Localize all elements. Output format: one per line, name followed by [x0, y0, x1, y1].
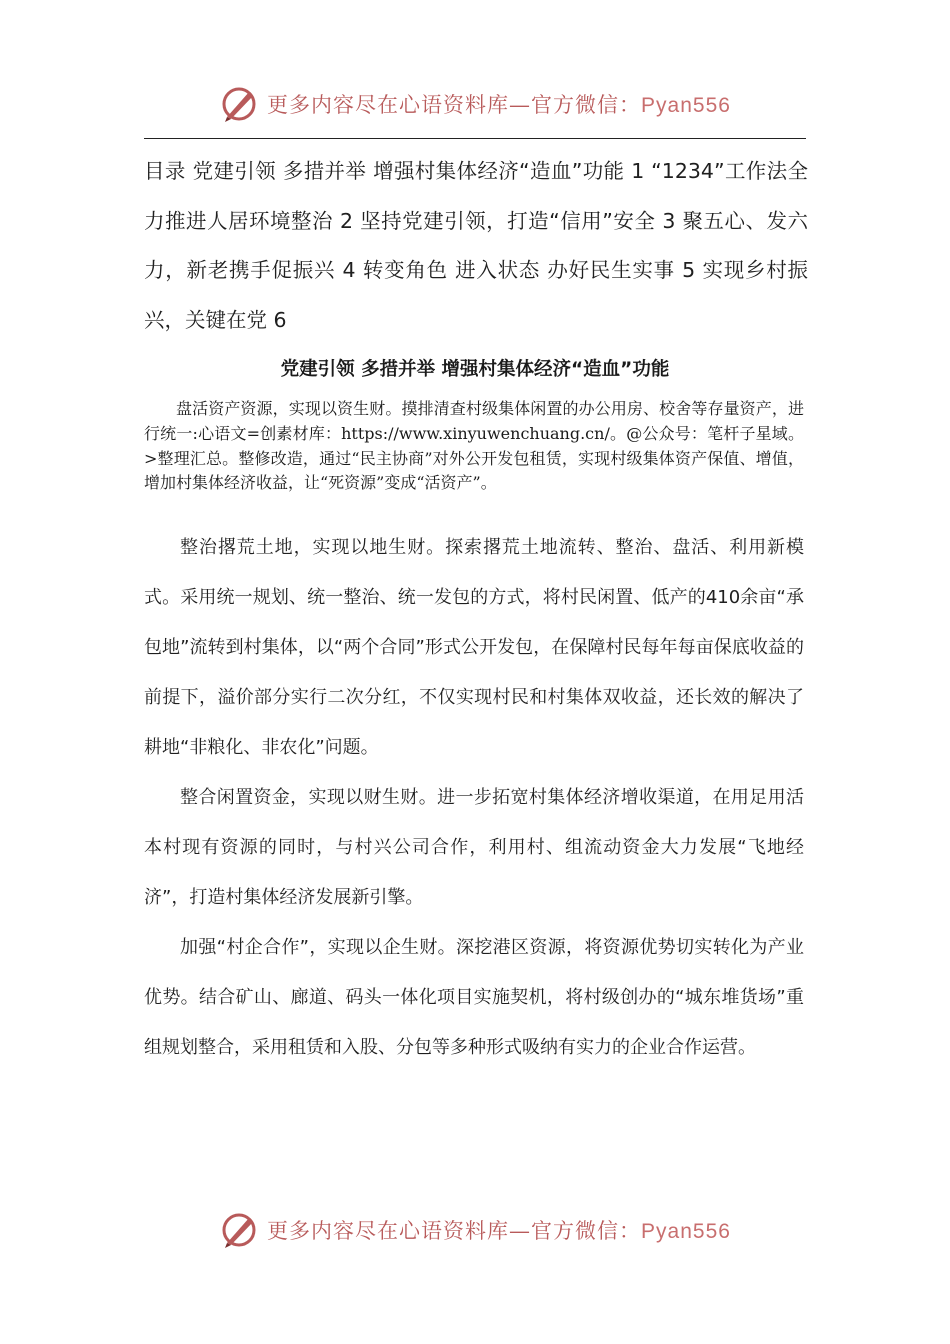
footer-watermark	[0, 1208, 950, 1252]
pen-circle-logo-icon	[219, 84, 259, 124]
header-rule	[144, 138, 806, 139]
watermark-text: 更多内容尽在心语资料库—官方微信：Pyan556	[267, 93, 731, 117]
paragraph-enterprise: 加强“村企合作”，实现以企生财。深挖港区资源，将资源优势切实转化为产业优势。结合矿山、廊道、码头一体化项目实施契机，将村级创办的“城东堆货场”重组规划整合，采用租赁和入股、分包等多种形式吸纳有实力的企业合作运营。	[144, 937, 804, 1058]
header-watermark	[0, 82, 950, 126]
watermark-text: 更多内容尽在心语资料库—官方微信：Pyan556	[267, 1219, 731, 1243]
table-of-contents: 目录 党建引领 多措并举 增强村集体经济“造血”功能 1 “1234”工作法全力推进人居环境整治 2 坚持党建引领，打造“信用”安全 3 聚五心、发六力，新老携手促振兴 4 转变角色 进入状态 办好民生实事 5 实现乡村振兴，关键在党 6	[144, 159, 808, 332]
paragraph-land: 整治撂荒土地，实现以地生财。探索撂荒土地流转、整治、盘活、利用新模式。采用统一规划、统一整治、统一发包的方式，将村民闲置、低产的410余亩“承包地”流转到村集体，以“两个合同”形式公开发包，在保障村民每年每亩保底收益的前提下，溢价部分实行二次分红，不仅实现村民和村集体双收益，还长效的解决了耕地“非粮化、非农化”问题。	[144, 537, 804, 758]
section-title: 党建引领 多措并举 增强村集体经济“造血”功能	[280, 359, 670, 380]
pen-circle-logo-icon	[219, 1210, 259, 1250]
paragraph-funds: 整合闲置资金，实现以财生财。进一步拓宽村集体经济增收渠道，在用足用活本村现有资源的同时，与村兴公司合作，利用村、组流动资金大力发展“飞地经济”，打造村集体经济发展新引擎。	[144, 787, 804, 908]
paragraph-assets: 盘活资产资源，实现以资生财。摸排清查村级集体闲置的办公用房、校舍等存量资产，进行统一:心语文=创素材库：https://www.xinyuwenchuang.cn/。@公众号：笔杆子星域。>整理汇总。整修改造，通过“民主协商”对外公开发包租赁，实现村级集体资产保值、增值，增加村集体经济收益，让“死资源”变成“活资产”。	[144, 399, 804, 493]
